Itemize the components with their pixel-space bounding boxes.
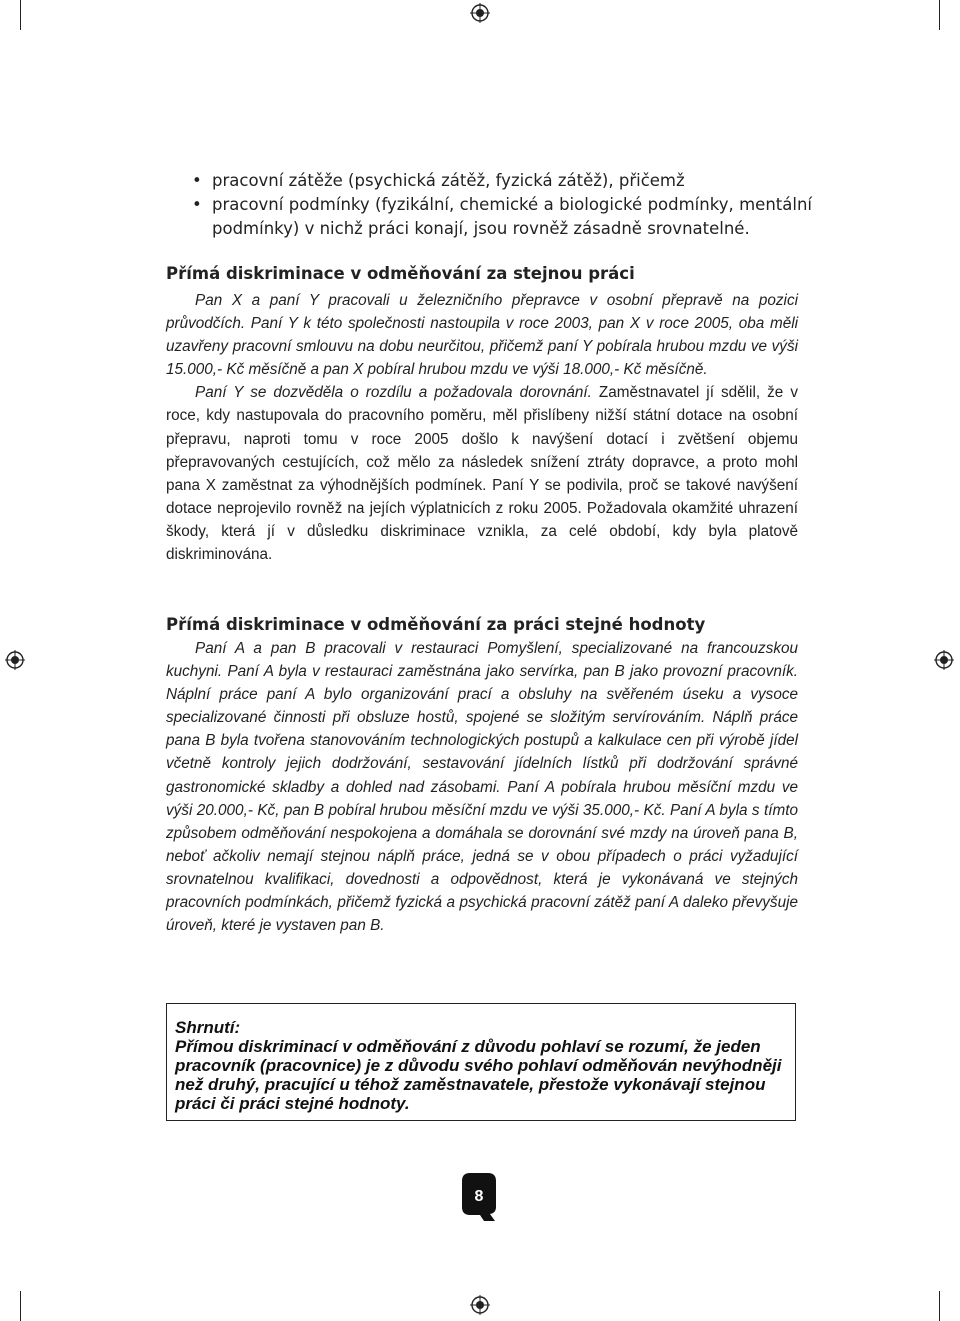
summary-box xyxy=(166,1003,796,1121)
section-body-equal-value xyxy=(166,637,798,937)
section-body-equal-work xyxy=(166,289,798,566)
list-item-text: pracovní zátěže (psychická zátěž, fyzická zátěž), přičemž xyxy=(212,171,685,190)
summary-content xyxy=(175,1018,789,1113)
case-intro: Paní A a pan B pracovali v restauraci Pomyšlení, specializované na francouzskou kuchyni. xyxy=(166,640,798,681)
bullet-icon: • xyxy=(192,171,202,190)
bullet-list xyxy=(192,169,812,241)
page-number: 8 xyxy=(474,1188,484,1205)
summary-label: Shrnutí: xyxy=(175,1018,241,1037)
paragraph-text: Paní Y k této společnosti nastoupila v roce 2003, pan X v roce 2005, oba měli uzavřeny pracovní smlouvu na dobu neurčitou, přičemž paní Y pobírala hrubou mzdu ve výši 15.000,- Kč měsíčně a pan X pobíral hrubou mzdu ve výši 18.000,- Kč měsíčně. xyxy=(166,315,798,379)
summary-text: Přímou diskriminací v odměňování z důvodu pohlaví se rozumí, že jeden pracovník (pracovnice) je z důvodu svého pohlaví odměňován nevýhodněji než druhý, pracující u téhož zaměstnavatele, přestože vykonávají stejnou práci či práci stejné hodnoty. xyxy=(175,1037,782,1113)
registration-mark-top-icon xyxy=(470,3,490,23)
crop-mark-bottom-left xyxy=(20,1291,21,1321)
paragraph xyxy=(166,289,798,381)
crop-mark-top-left xyxy=(20,0,21,30)
bullet-icon: • xyxy=(192,195,202,214)
registration-mark-right-icon xyxy=(934,650,954,670)
list-item-text: pracovní podmínky (fyzikální, chemické a biologické podmínky, mentální podmínky) v nichž práci konají, jsou rovněž zásadně srovnatelné. xyxy=(212,195,812,238)
paragraph-text: Paní A byla v restauraci zaměstnána jako servírka, pan B jako provozní pracovník. Náplní práce paní A bylo organizování prací a obsluhy na svěřeném úseku a vysoce specializované činnosti při obsluze hostů, spojené se složitým servírováním. Náplň práce pana B byla tvořena stanovováním technologických postupů a kalkulace cen při výrobě jídel včetně kontroly jejich dodržování, sestavování jídelních lístků při dodržování správné gastronomické skladby a dohled nad zásobami. Paní A pobírala hrubou měsíční mzdu ve výši 20.000,- Kč, pan B pobíral hrubou měsíční mzdu ve výši 35.000,- Kč. Paní A byla s tímto způsobem odměňování nespokojena a domáhala se dorovnání své mzdy na úroveň pana B, neboť ačkoliv nemají stejnou náplň práce, jedná se v obou případech o práci vyžadující srovnatelnou kvalifikaci, dovednosti a odpovědnost, která je vykonávaná ve stejných pracovních podmínkách, přičemž fyzická a psychická pracovní zátěž paní A daleko převyšuje úroveň, které je vystaven pan B. xyxy=(166,663,798,935)
paragraph xyxy=(166,637,798,937)
section-title-equal-value: Přímá diskriminace v odměňování za práci stejné hodnoty xyxy=(166,615,706,634)
registration-mark-bottom-icon xyxy=(470,1295,490,1315)
crop-mark-bottom-right xyxy=(939,1291,940,1321)
section-title-equal-work: Přímá diskriminace v odměňování za stejnou práci xyxy=(166,264,635,283)
paragraph xyxy=(166,381,798,566)
paragraph-text: Paní Y se dozvěděla o rozdílu a požadovala dorovnání. xyxy=(195,384,592,402)
case-intro: Pan X a paní Y pracovali u železničního přepravce v osobní přepravě na pozici průvodčích. xyxy=(166,292,798,333)
registration-mark-left-icon xyxy=(5,650,25,670)
list-item xyxy=(192,193,812,241)
crop-mark-top-right xyxy=(939,0,940,30)
list-item xyxy=(192,169,812,193)
paragraph-text: Zaměstnavatel jí sdělil, že v roce, kdy nastupovala do pracovního poměru, měl přislíbeny nižší státní dotace na osobní přepravu, naproti tomu v roce 2005 došlo k navýšení dotací i zvětšení objemu přepravovaných cestujících, což mělo za následek snížení ztráty dopravce, a proto mohl pana X zaměstnat za výhodnějších podmínek. Paní Y se podivila, proč se takové navýšení dotace neprojevilo rovněž na jejích výplatnicích z roku 2005. Požadovala okamžité uhrazení škody, která jí v důsledku diskriminace vznikla, za celé období, kdy byla platově diskriminována. xyxy=(166,384,799,564)
